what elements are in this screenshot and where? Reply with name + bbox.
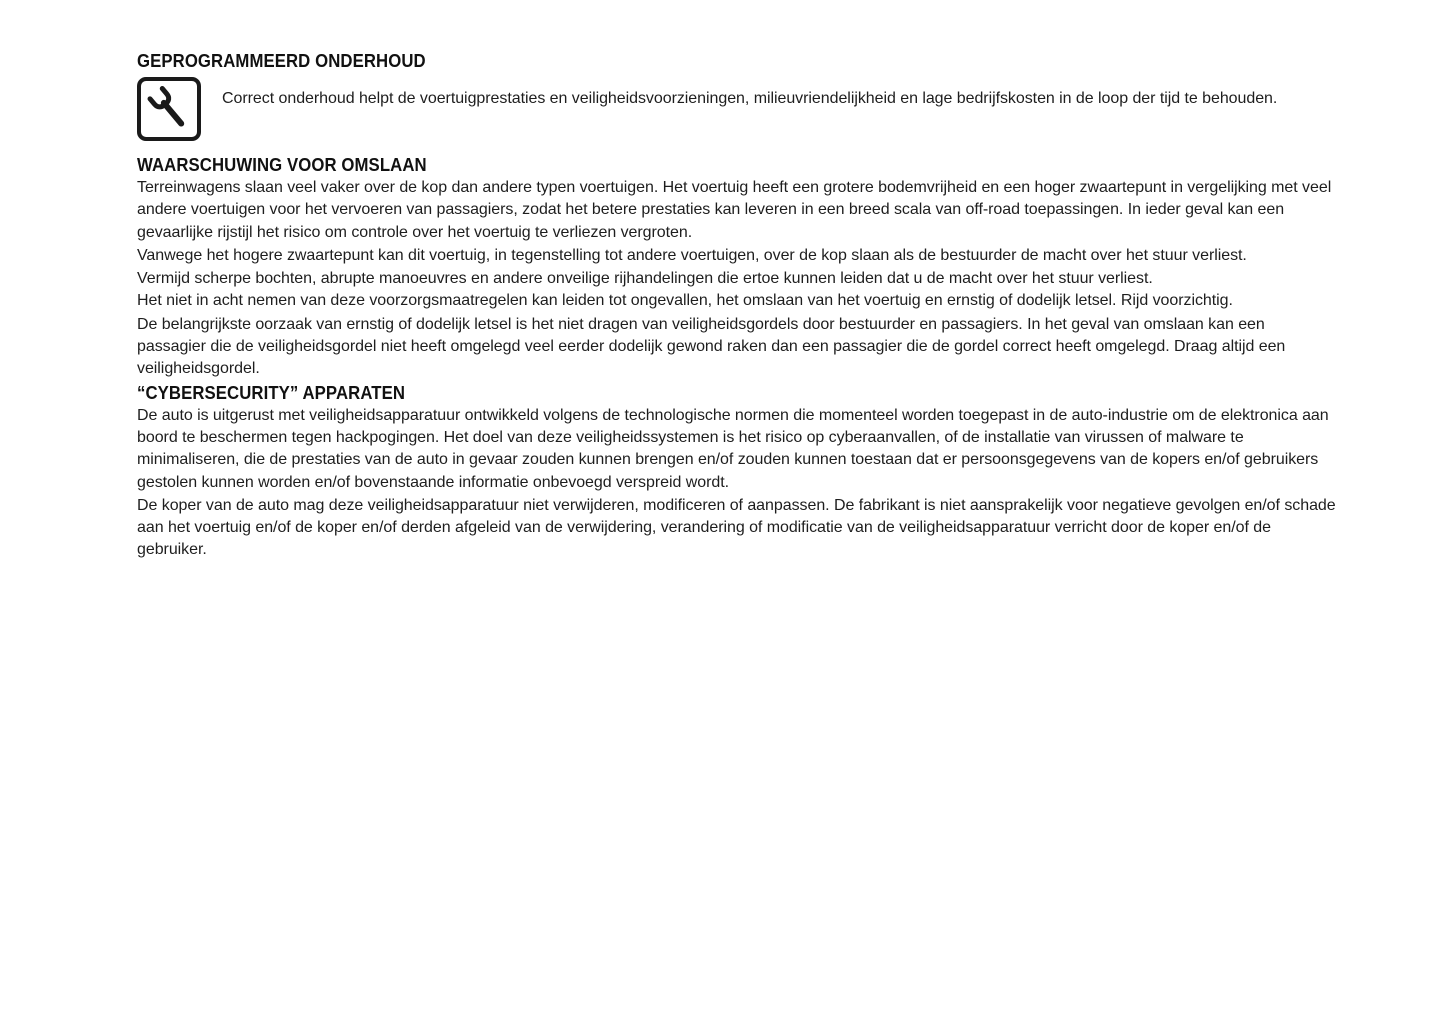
rollover-paragraph: De belangrijkste oorzaak van ernstig of dodelijk letsel is het niet dragen van veiligheidsgordels door bestuurder en passagiers. In het geval van omslaan kan een passagier die de veiligheidsgordel niet heeft omgelegd veel eerder dodelijk gewond raken dan een passagier die de gordel correct heeft omgelegd. Draag altijd een veiligheidsgordel. — [137, 315, 1286, 378]
rollover-paragraph: Vermijd scherpe bochten, abrupte manoeuvres en andere onveilige rijhandelingen die ertoe kunnen leiden dat u de macht over het stuur verliest. — [137, 270, 1153, 288]
section-rollover-warning — [137, 153, 1337, 381]
maintenance-text: Correct onderhoud helpt de voertuigprestaties en veiligheidsvoorzieningen, milieuvriendelijkheid en lage bedrijfskosten in de loop der tijd te behouden. — [222, 90, 1278, 107]
rollover-paragraph: Vanwege het hogere zwaartepunt kan dit voertuig, in tegenstelling tot andere voertuigen, over de kop slaan als de bestuurder de macht over het stuur verliest. — [137, 246, 1247, 264]
section-heading-cybersecurity: “CYBERSECURITY” APPARATEN — [137, 382, 406, 403]
wrench-icon — [137, 77, 201, 141]
maintenance-row — [137, 77, 1337, 141]
section-heading-maintenance: GEPROGRAMMEERD ONDERHOUD — [137, 51, 426, 71]
cyber-paragraph: De auto is uitgerust met veiligheidsapparatuur ontwikkeld volgens de technologische normen die momenteel worden toegepast in de auto-industrie om de elektronica aan boord te beschermen tegen hackpogingen. Het doel van deze veiligheidssystemen is het risico op cyberaanvallen, of de installatie van virussen of malware te minimaliseren, die de prestaties van de auto in gevaar zouden kunnen brengen en/of zouden kunnen toestaan dat er persoonsgegevens van de kopers en/of gebruikers gestolen kunnen worden en/of bovenstaande informatie onbevoegd verspreid wordt. — [137, 406, 1329, 491]
document-page — [137, 49, 1337, 562]
rollover-paragraph: Het niet in acht nemen van deze voorzorgsmaatregelen kan leiden tot ongevallen, het omslaan van het voertuig en ernstig of dodelijk letsel. Rijd voorzichtig. — [137, 292, 1233, 310]
rollover-paragraph: Terreinwagens slaan veel vaker over de kop dan andere typen voertuigen. Het voertuig heeft een grotere bodemvrijheid en een hoger zwaartepunt in vergelijking met veel andere voertuigen voor het vervoeren van passagiers, zodat het betere prestaties kan leveren in een breed scala van off-road toepassingen. In ieder geval kan een gevaarlijke rijstijl het risico om controle over het voertuig te verliezen vergroten. — [137, 179, 1332, 241]
section-heading-rollover: WAARSCHUWING VOOR OMSLAAN — [137, 155, 427, 175]
cyber-paragraph: De koper van de auto mag deze veiligheidsapparatuur niet verwijderen, modificeren of aanpassen. De fabrikant is niet aansprakelijk voor negatieve gevolgen en/of schade aan het voertuig en/of de koper en/of derden afgeleid van de verwijdering, verandering of modificatie van de veiligheidsapparatuur verricht door de koper en/of de gebruiker. — [137, 496, 1336, 559]
section-maintenance — [137, 49, 1337, 141]
section-cybersecurity — [137, 381, 1337, 562]
